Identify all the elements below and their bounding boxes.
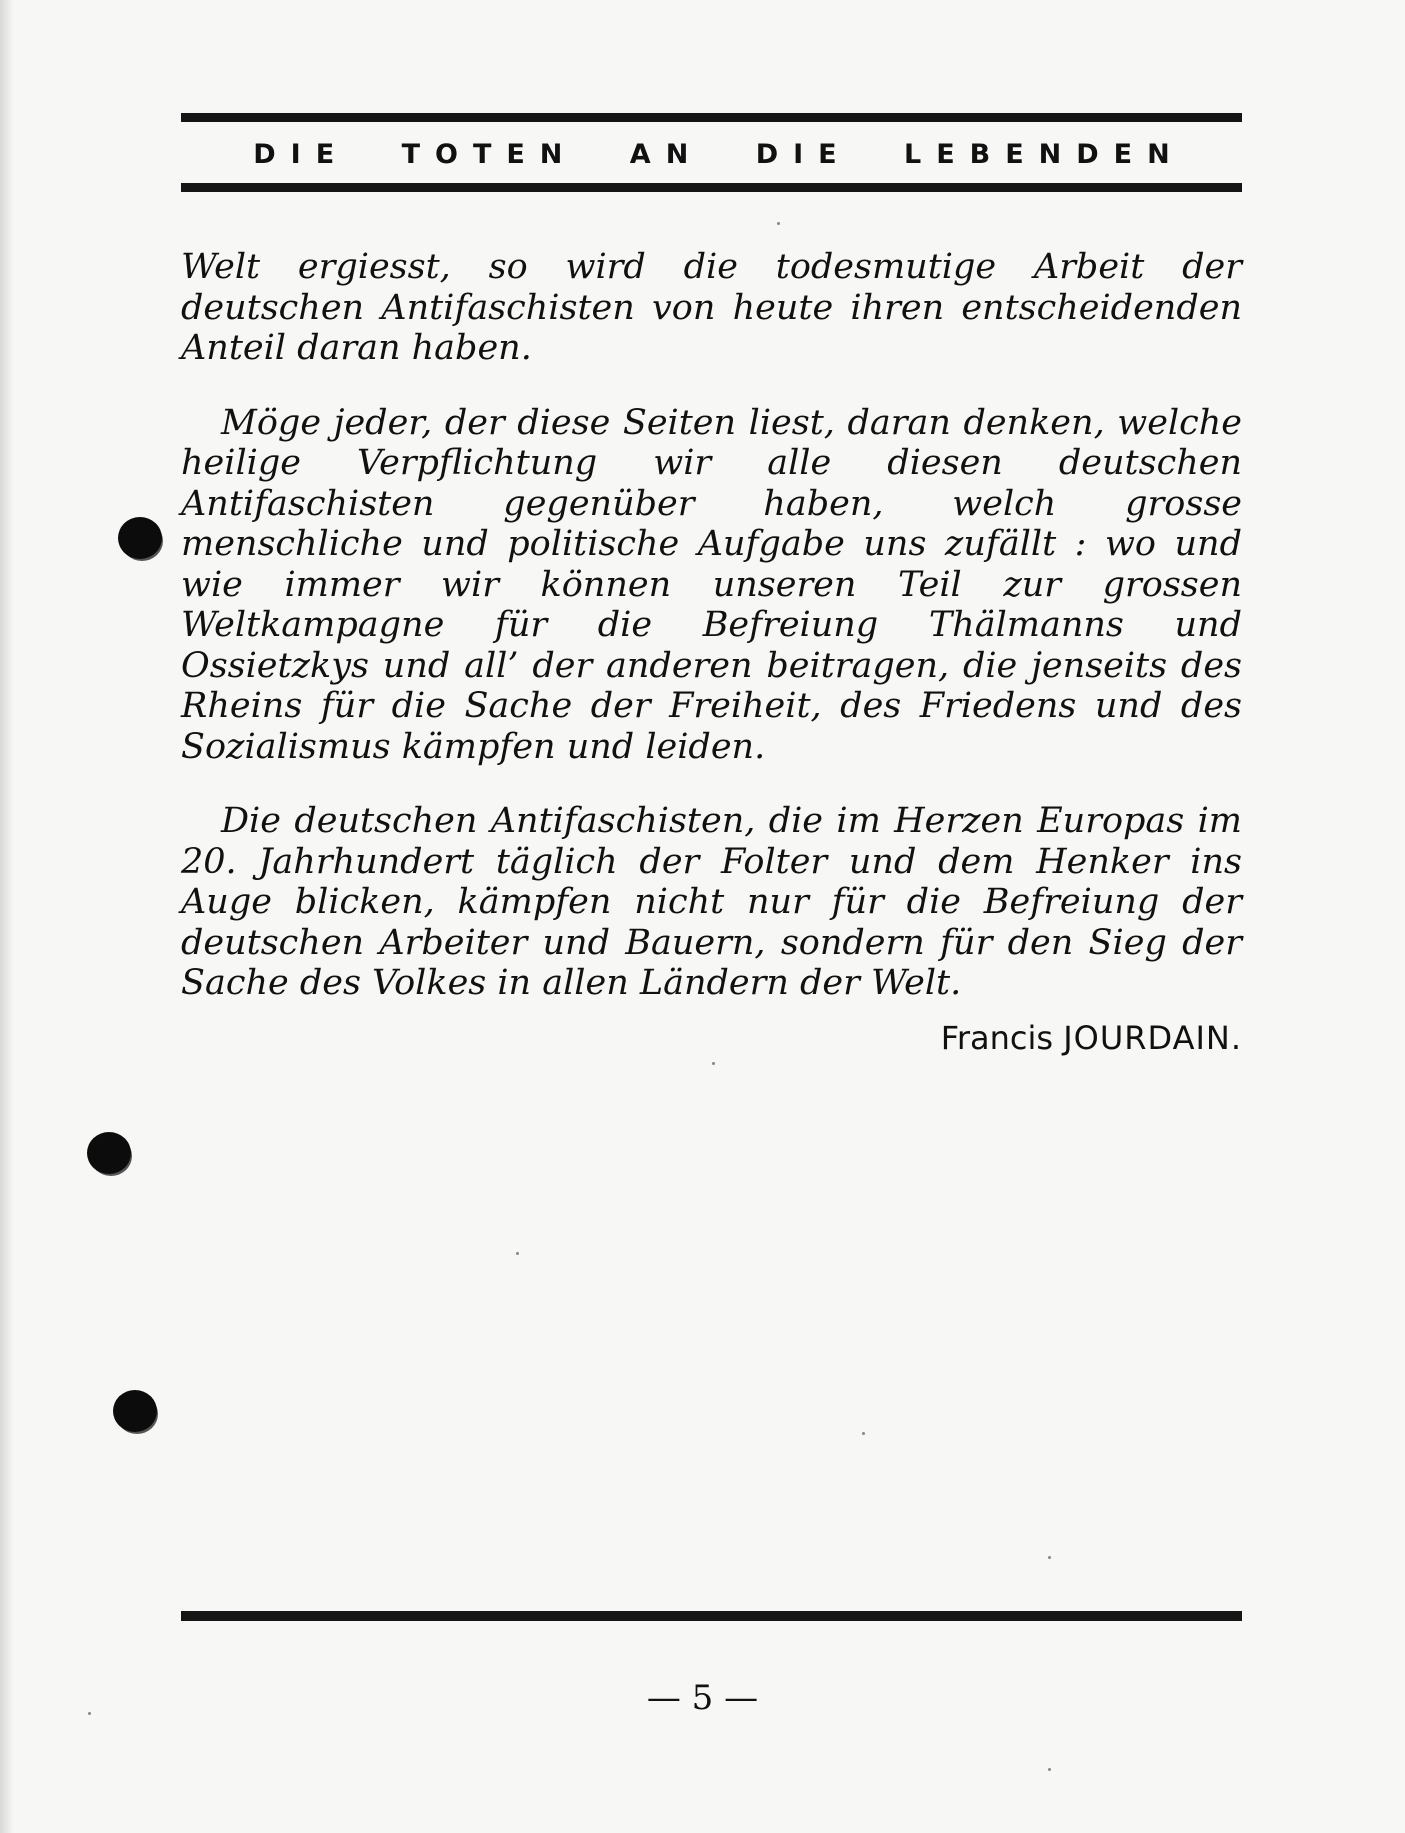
header-rule-bottom xyxy=(181,183,1242,192)
scan-speck xyxy=(516,1252,519,1255)
signature-first-name: Francis xyxy=(940,1019,1054,1057)
scan-speck xyxy=(712,1062,715,1065)
running-title: DIE TOTEN AN DIE LEBENDEN xyxy=(253,139,1185,170)
paragraph-3: Die deutschen Antifaschisten, die im Herzen Europas im 20. Jahrhundert täglich der Folter und dem Henker ins Auge blicken, kämpfen nicht nur für die Befreiung der deutschen Arbeiter und Bauern, sondern für den Sieg der Sache des Volkes in allen Ländern der Welt. xyxy=(181,801,1242,1003)
scan-speck xyxy=(777,222,780,225)
punch-hole-middle xyxy=(87,1132,131,1174)
scan-speck xyxy=(1048,1768,1051,1771)
page-number: — 5 — xyxy=(646,1678,759,1718)
body-text xyxy=(181,247,1242,1038)
scan-speck xyxy=(88,1712,91,1715)
signature-surname: JOURDAIN. xyxy=(1063,1019,1242,1057)
paragraph-2: Möge jeder, der diese Seiten liest, daran denken, welche heilige Verpflichtung wir alle diesen deutschen Antifaschisten gegenüber haben, welch grosse menschliche und politische Aufgabe uns zufällt : wo und wie immer wir können unseren Teil zur grossen Weltkampagne für die Befreiung Thälmanns und Ossietzkys und all’ der anderen beitragen, die jenseits des Rheins für die Sache der Freiheit, des Friedens und des Sozialismus kämpfen und leiden. xyxy=(181,402,1242,767)
header-rule-top xyxy=(181,113,1242,122)
paragraph-1: Welt ergiesst, so wird die todesmutige Arbeit der deutschen Antifaschisten von heute ihren entscheidenden Anteil daran haben. xyxy=(181,247,1242,368)
scan-speck xyxy=(1048,1556,1051,1559)
footer-rule xyxy=(181,1611,1242,1621)
punch-hole-bottom xyxy=(113,1390,157,1432)
punch-hole-top xyxy=(118,517,162,559)
signature xyxy=(941,1018,1242,1058)
page-edge-shadow xyxy=(0,0,14,1833)
scan-speck xyxy=(862,1432,865,1435)
